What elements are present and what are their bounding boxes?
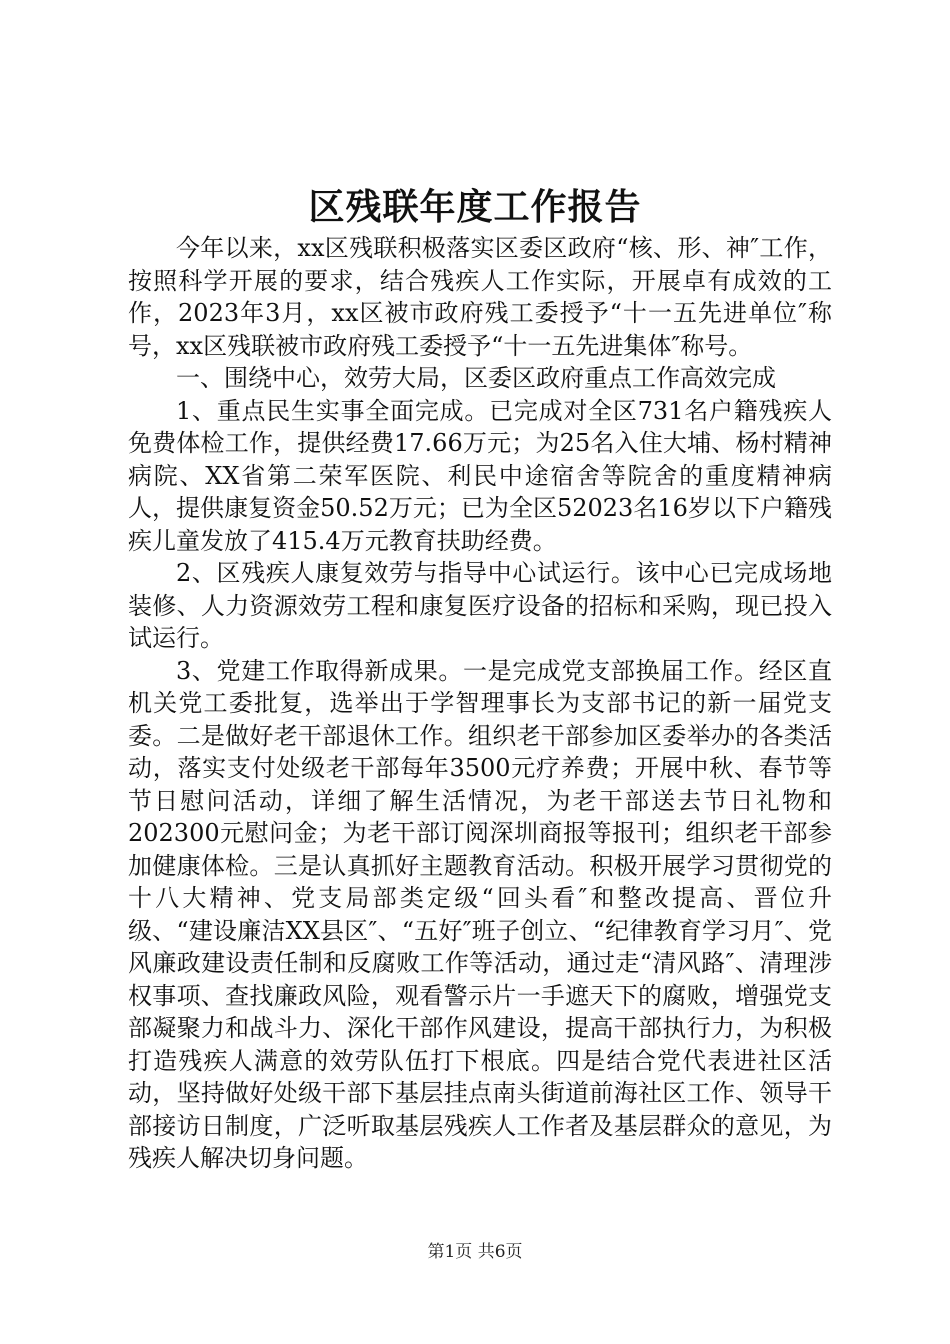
page-number-footer: 第1页 共6页 [427, 1242, 523, 1262]
paragraph-item-3: 3、党建工作取得新成果。一是完成党支部换届工作。经区直机关党工委批复，选举出于学智理事长为支部书记的新一届党支委。二是做好老干部退休工作。组织老干部参加区委举办的各类活动，落实支付处级老干部每年3500元疗养费；开展中秋、春节等节日慰问活动，详细了解生活情况，为老干部送去节日礼物和202300元慰问金；为老干部订阅深圳商报等报刊；组织老干部参加健康体检。三是认真抓好主题教育活动。积极开展学习贯彻党的十八大精神、党支局部类定级“回头看″和整改提高、晋位升级、“建设廉洁XX县区″、“五好″班子创立、“纪律教育学习月″、党风廉政建设责任制和反腐败工作等活动，通过走“清风路″、清理涉权事项、查找廉政风险，观看警示片一手遮天下的腐败，增强党支部凝聚力和战斗力、深化干部作风建设，提高干部执行力，为积极打造残疾人满意的效劳队伍打下根底。四是结合党代表进社区活动，坚持做好处级干部下基层挂点南头街道前海社区工作、领导干部接访日制度，广泛听取基层残疾人工作者及基层群众的意见，为残疾人解决切身问题。 [128, 656, 832, 1172]
section-heading-1: 一、围绕中心，效劳大局，区委区政府重点工作高效完成 [176, 364, 776, 392]
document-body [128, 232, 832, 1175]
document-title: 区残联年度工作报告 [308, 186, 642, 228]
paragraph-intro: 今年以来，xx区残联积极落实区委区政府“核、形、神″工作，按照科学开展的要求，结合残疾人工作实际，开展卓有成效的工作，2023年3月，xx区被市政府残工委授予“十一五先进单位″称号，xx区残联被市政府残工委授予“十一五先进集体″称号。 [128, 234, 832, 360]
paragraph-item-1: 1、重点民生实事全面完成。已完成对全区731名户籍残疾人免费体检工作，提供经费17.66万元；为25名入住大埔、杨村精神病院、XX省第二荣军医院、利民中途宿舍等院舍的重度精神病人，提供康复资金50.52万元；已为全区52023名16岁以下户籍残疾儿童发放了415.4万元教育扶助经费。 [128, 396, 832, 555]
paragraph-item-2: 2、区残疾人康复效劳与指导中心试运行。该中心已完成场地装修、人力资源效劳工程和康复医疗设备的招标和采购，现已投入试运行。 [128, 559, 832, 652]
